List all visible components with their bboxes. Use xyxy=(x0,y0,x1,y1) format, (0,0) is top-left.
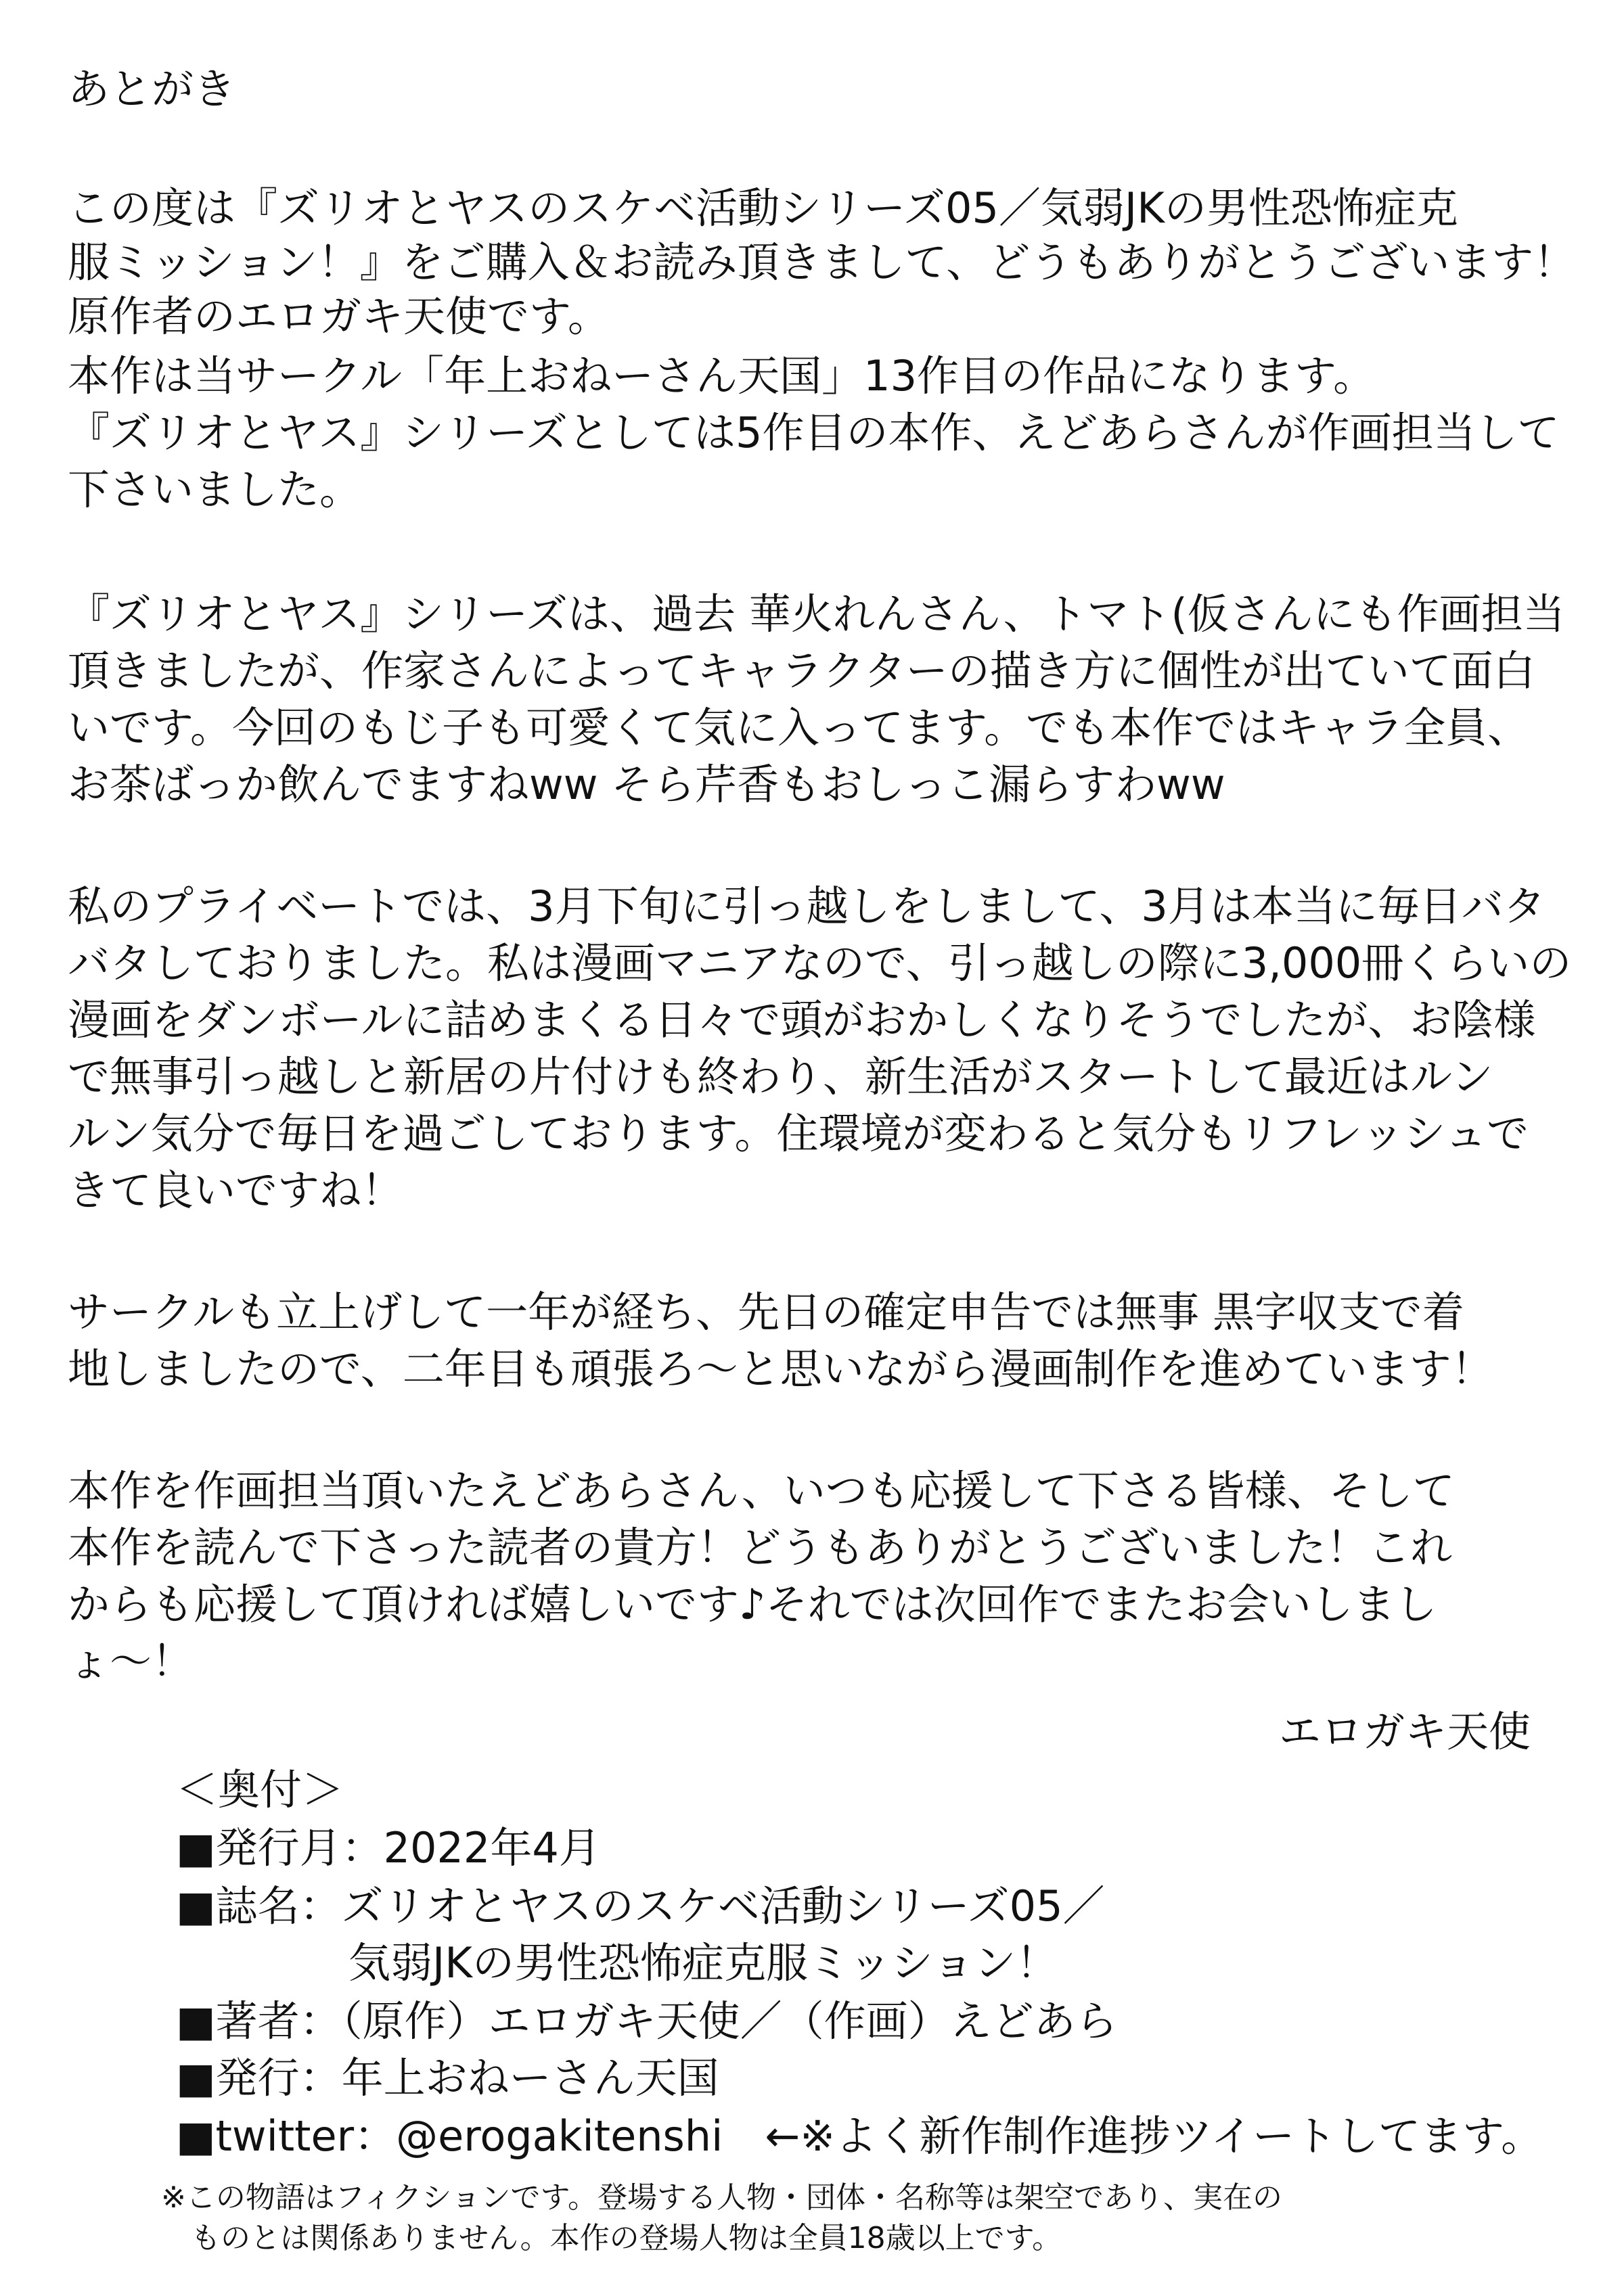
paragraph-4-line-2: 地しましたので、二年目も頑張ろ～と思いながら漫画制作を進めています！ xyxy=(68,1344,1493,1394)
colophon-magazine-name-continued: 気弱JKの男性恐怖症克服ミッション！ xyxy=(348,1938,1058,1988)
paragraph-4-line-1: サークルも立上げして一年が経ち、先日の確定申告では無事 黒字収支で着 xyxy=(68,1287,1464,1337)
paragraph-1-line-6: 下さいました。 xyxy=(68,465,362,514)
disclaimer-line-1: ※この物語はフィクションです。登場する人物・団体・名称等は架空であり、実在の xyxy=(161,2180,1282,2215)
paragraph-3-line-6: きて良いですね！ xyxy=(68,1166,404,1215)
paragraph-3-line-5: ルン気分で毎日を過ごしております。住環境が変わると気分もリフレッシュで xyxy=(68,1109,1529,1158)
paragraph-3-line-4: で無事引っ越しと新居の片付けも終わり、新生活がスタートして最近はルン xyxy=(68,1052,1493,1101)
paragraph-1-line-4: 本作は当サークル「年上おねーさん天国」13作目の作品になります。 xyxy=(68,351,1376,400)
colophon-author: ■著者：（原作）エロガキ天使／（作画）えどあら xyxy=(176,1996,1118,2046)
paragraph-2-line-2: 頂きましたが、作家さんによってキャラクターの描き方に個性が出ていて面白 xyxy=(68,646,1535,695)
paragraph-1-line-2: 服ミッション！』をご購入＆お読み頂きまして、どうもありがとうございます！ xyxy=(68,237,1576,287)
paragraph-3-line-1: 私のプライベートでは、3月下旬に引っ越しをしまして、3月は本当に毎日バタ xyxy=(68,881,1546,931)
paragraph-5-line-3: からも応援して頂ければ嬉しいです♪それでは次回作でまたお会いしまし xyxy=(68,1580,1437,1629)
paragraph-5-line-4: ょ～！ xyxy=(68,1636,194,1686)
paragraph-1-line-1: この度は『ズリオとヤスのスケベ活動シリーズ05／気弱JKの男性恐怖症克 xyxy=(68,183,1458,233)
paragraph-1-line-5: 『ズリオとヤス』シリーズとしては5作目の本作、えどあらさんが作画担当して xyxy=(68,408,1560,457)
paragraph-1-line-3: 原作者のエロガキ天使です。 xyxy=(68,292,610,341)
paragraph-2-line-4: お茶ばっか飲んでますねww そら芹香もおしっこ漏らすわww xyxy=(68,760,1225,809)
paragraph-3-line-2: バタしておりました。私は漫画マニアなので、引っ越しの際に3,000冊くらいの xyxy=(68,938,1572,988)
colophon-magazine-name: ■誌名：ズリオとヤスのスケベ活動シリーズ05／ xyxy=(176,1881,1105,1931)
colophon-publisher: ■発行：年上おねーさん天国 xyxy=(176,2053,719,2103)
paragraph-2-line-3: いです。今回のもじ子も可愛くて気に入ってます。でも本作ではキャラ全員、 xyxy=(68,703,1530,752)
author-signature: エロガキ天使 xyxy=(1278,1707,1531,1756)
colophon-twitter: ■twitter：@erogakitenshi ←※よく新作制作進捗ツイートしてます。 xyxy=(176,2111,1543,2161)
disclaimer-line-2: ものとは関係ありません。本作の登場人物は全員18歳以上です。 xyxy=(191,2221,1062,2255)
paragraph-5-line-2: 本作を読んで下さった読者の貴方！どうもありがとうございました！これ xyxy=(68,1523,1453,1572)
paragraph-2-line-1: 『ズリオとヤス』シリーズは、過去 華火れんさん、トマト(仮さんにも作画担当 xyxy=(68,589,1565,639)
paragraph-5-line-1: 本作を作画担当頂いたえどあらさん、いつも応援して下さる皆様、そして xyxy=(68,1466,1455,1515)
afterword-heading: あとがき xyxy=(68,64,236,114)
colophon-issue-date: ■発行月：2022年4月 xyxy=(176,1823,601,1873)
paragraph-3-line-3: 漫画をダンボールに詰めまくる日々で頭がおかしくなりそうでしたが、お陰様 xyxy=(68,995,1536,1044)
colophon-title: ＜奥付＞ xyxy=(176,1765,344,1814)
